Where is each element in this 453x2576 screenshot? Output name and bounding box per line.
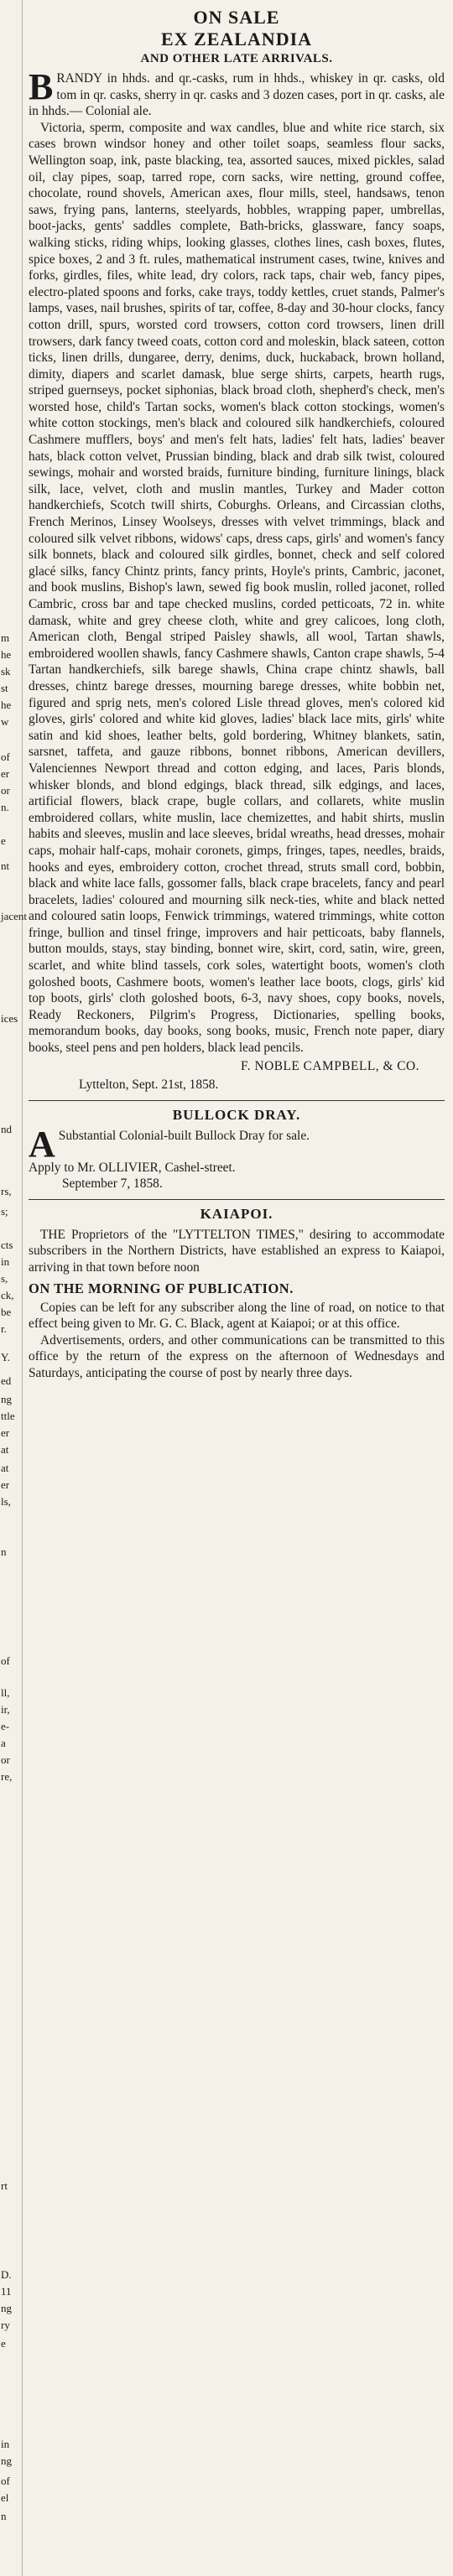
margin-fragment: ll, bbox=[1, 1686, 10, 1699]
margin-fragment: or bbox=[1, 784, 10, 797]
advert-bullock-dray bbox=[29, 1106, 445, 1192]
margin-fragment: in bbox=[1, 2438, 10, 2450]
advert-title: ON SALE bbox=[193, 7, 280, 28]
margin-fragment: ck, bbox=[1, 1289, 14, 1301]
margin-fragment: n bbox=[1, 1545, 7, 1558]
margin-fragment: w bbox=[1, 715, 9, 728]
margin-fragment: er bbox=[1, 767, 10, 780]
margin-fragment: cts bbox=[1, 1239, 13, 1251]
margin-fragment: a bbox=[1, 1737, 6, 1749]
drop-cap: B bbox=[29, 66, 54, 107]
margin-fragment: n bbox=[1, 2510, 7, 2522]
margin-fragment: s, bbox=[1, 1272, 8, 1285]
margin-fragment: ls, bbox=[1, 1495, 11, 1508]
margin-fragment: ng bbox=[1, 1393, 12, 1405]
margin-fragment: of bbox=[1, 750, 10, 763]
advert-on-sale bbox=[29, 7, 445, 1093]
section-divider bbox=[29, 1100, 445, 1101]
advert-paragraph-express: THE Proprietors of the "LYTTELTON TIMES," desiring to accommodate subscribers in the Northern Districts, have established an express to Kaiapoi, arriving in that town before noon bbox=[29, 1227, 445, 1275]
advert-place-date: Lyttelton, Sept. 21st, 1858. bbox=[79, 1077, 219, 1092]
margin-fragment: ry bbox=[1, 2319, 10, 2331]
advert-paragraph-copies: Copies can be left for any subscriber along the line of road, on notice to that effect being given to Mr. G. C. Black, agent at Kaiapoi; or at this office. bbox=[29, 1300, 445, 1332]
margin-fragment: he bbox=[1, 699, 12, 711]
margin-fragment: jacent bbox=[1, 910, 28, 922]
margin-fragment: ir, bbox=[1, 1703, 10, 1716]
margin-fragment: of bbox=[1, 1654, 10, 1667]
margin-fragment: Y. bbox=[1, 1351, 10, 1363]
margin-fragment: st bbox=[1, 682, 8, 694]
margin-fragment: er bbox=[1, 1426, 10, 1439]
margin-fragment: e bbox=[1, 834, 6, 847]
margin-fragment: ttle bbox=[1, 1410, 15, 1422]
advert-date: September 7, 1858. bbox=[62, 1176, 163, 1192]
drop-cap: A bbox=[29, 1123, 55, 1165]
margin-fragment: rt bbox=[1, 2179, 8, 2192]
margin-fragment: in bbox=[1, 1255, 10, 1268]
margin-fragment: at bbox=[1, 1443, 9, 1456]
section-divider bbox=[29, 1199, 445, 1200]
margin-fragment: he bbox=[1, 648, 12, 661]
margin-fragment: nd bbox=[1, 1123, 12, 1135]
newspaper-column bbox=[29, 5, 445, 1382]
margin-fragment: or bbox=[1, 1753, 10, 1766]
margin-fragment: sk bbox=[1, 665, 11, 678]
advert-text: A Substantial Colonial-built Bullock Dray for sale. bbox=[29, 1123, 310, 1165]
margin-fragment: m bbox=[1, 631, 10, 644]
margin-fragment: r. bbox=[1, 1322, 7, 1335]
margin-fragment: s; bbox=[1, 1205, 8, 1218]
advert-paragraph-spirits: BRANDY in hhds. and qr.-casks, rum in hhds., whiskey in qr. casks, old tom in qr. casks, sherry in qr. casks and 3 dozen cases, port in qr. casks, ale in hhds.— Colonial ale. bbox=[29, 66, 445, 119]
margin-fragment: nt bbox=[1, 860, 10, 872]
margin-fragment: D. bbox=[1, 2268, 12, 2281]
margin-fragment: re, bbox=[1, 1770, 13, 1783]
advert-kaiapoi bbox=[29, 1205, 445, 1382]
margin-fragment: ng bbox=[1, 2302, 12, 2314]
advert-paragraph-advertisements: Advertisements, orders, and other communications can be transmitted to this office by the return of the express on the afternoon of Wednesdays and Saturdays, anticipating the course of post by nearly three days. bbox=[29, 1332, 445, 1380]
advert-title: KAIAPOI. bbox=[200, 1205, 273, 1222]
margin-fragment: at bbox=[1, 1462, 9, 1474]
margin-fragment: e bbox=[1, 2337, 6, 2350]
advert-paragraph-goods: Victoria, sperm, composite and wax candles, blue and white rice starch, six cases brown windsor honey and other toilet soaps, seamless flour sacks, Wellington soap, ink, paste blacking, tea, assorted sauces, mixed pickles, salad oil, clay pipes, soap, tarred rope, corn sacks, wire netting, ground coffee, chocolate, round shovels, American axes, flour mills, steel, handsaws, tenon saws, frying pans, lanterns, steelyards, hobbles, wrapping paper, umbrellas, boot-jacks, gents' saddles complete, Bath-bricks, glassware, fancy soaps, walking sticks, riding whips, looking glasses, clothes lines, cash boxes, flutes, spice boxes, 2 and 3 ft. rules, mathematical instrument cases, twine, knives and forks, girdles, files, white lead, dry colors, rack taps, chair web, fancy pipes, electro-plated spoons and forks, cake trays, toddy kettles, cruet stands, Palmer's lamps, vases, nail brushes, spirits of tar, coffee, 8-day and 30-hour clocks, fancy cotton drill, spurs, worsted cord trowsers, cotton cord trowsers, linen drill trowsers, dark fancy tweed coats, cotton cord and moleskin, black sateen, cotton ticks, linen drills, dungaree, derry, denims, duck, huckaback, brown holland, dimity, diapers and scarlet damask, blue serge shirts, carpets, hearth rugs, striped guernseys, pocket siphonias, black broad cloth, shepherd's check, men's worsted hose, child's Tartan socks, women's black cotton stockings, women's white cotton stockings, men's black and coloured silk handkerchiefs, coloured Cashmere mufflers, boys' and men's felt hats, ladies' felt hats, ladies' beaver hats, black cotton velvet, Prussian binding, black and drab silk twist, coloured sewings, mohair and worsted braids, furniture binding, furniture linings, black silk, lace, velvet, cloth and muslin mantles, Turkey and Mader cotton handkerchiefs, Scotch twill shirts, Coburghs. Orleans, and Circassian cloths, French Merinos, Linsey Woolseys, dresses with velvet trimmings, black and coloured silk velvet ribbons, widows' caps, dress caps, girls' and women's fancy silk bonnets, black and coloured silk girdles, bonnet, check and self colored glacé silks, fancy Chintz prints, fancy prints, Hoyle's prints, Cambric, jaconet, and book muslins, Bishop's lawn, sewed fig book muslin, rolled jaconet, rolled Cambric, cross bar and tape checked muslins, corded petticoats, 72 in. white damask, white and grey cheese cloth, white and grey calicoes, long cloth, American cloth, Bengal striped Paisley shawls, all wool, Tartan shawls, embroidered woollen shawls, fancy Cashmere shawls, Canton crape shawls, 5-4 Tartan handkerchiefs, silk barege shawls, China crape chintz shawls, ball dresses, chintz barege dresses, mourning barege dresses, white bobbin net, figured and sprig nets, men's colored Lisle thread gloves, men's colored kid gloves, girls' colored and white kid gloves, ladies' black lace mits, girls' white satin and kid shoes, leather belts, gold bordering, Whitney blankets, satin, sarsnet, taffeta, and gauze ribbons, bonnet ribbons, American devillers, Valenciennes Newport thread and cotton edging, and laces, Paris blonds, whisker blonds, and blond edgings, black thread, silk edgings, and laces, artificial flowers, black crape, bugle collars, and collarets, white muslin embroidered collars, white muslin, lace chemizettes, and habit shirts, muslin habits and sleeves, muslin and lace sleeves, bridal wreaths, head dresses, mohair caps, mohair half-caps, mohair coronets, gimps, fringes, tapes, needles, braids, hooks and eyes, embroidery cotton, crochet thread, struts small cord, bobbin, black and white lace falls, gossomer falls, black crape bracelets, fancy and pearl bracelets, ladies' coloured and mourning silk neck-ties, white and black netted and coloured satin loops, Fenwick trimmings, watered trimmings, white cotton fringe, bullion and tinsel fringe, improvers and hair petticoats, baby flannels, button moulds, stays, stay binding, bonnet wire, skirt, cord, satin, wire, green, scarlet, and white blind tassels, cork soles, watertight boots, women's cloth goloshed boots, Cashmere boots, women's leather lace boots, clogs, girls' kid top boots, girls' cloth goloshed boots, 6-3, navy shoes, copy books, novels, Ready Reckoners, Pilgrim's Progress, Dictionaries, spelling books, memorandum books, day books, song books, music, French note paper, diary books, steel pens and pen holders, black lead pencils. bbox=[29, 120, 445, 1056]
margin-fragment: n. bbox=[1, 801, 9, 813]
margin-fragment: of bbox=[1, 2475, 10, 2487]
margin-fragment: rs, bbox=[1, 1185, 12, 1197]
margin-fragment: 11 bbox=[1, 2285, 12, 2298]
margin-fragment: ices bbox=[1, 1012, 18, 1025]
advert-title: BULLOCK DRAY. bbox=[172, 1106, 301, 1123]
margin-fragment: ng bbox=[1, 2454, 12, 2467]
left-margin-fragments bbox=[0, 0, 28, 2576]
margin-fragment: el bbox=[1, 2491, 9, 2504]
margin-fragment: er bbox=[1, 1478, 10, 1491]
advert-headline: ON THE MORNING OF PUBLICATION. bbox=[29, 1280, 294, 1296]
margin-fragment: e- bbox=[1, 1720, 10, 1732]
advert-apply: Apply to Mr. OLLIVIER, Cashel-street. bbox=[29, 1160, 236, 1175]
advert-signature: F. NOBLE CAMPBELL, & CO. bbox=[240, 1058, 419, 1073]
margin-fragment: ed bbox=[1, 1374, 12, 1387]
ship-name: EX ZEALANDIA bbox=[160, 29, 313, 49]
margin-fragment: be bbox=[1, 1306, 12, 1318]
advert-subtitle: AND OTHER LATE ARRIVALS. bbox=[140, 52, 333, 65]
